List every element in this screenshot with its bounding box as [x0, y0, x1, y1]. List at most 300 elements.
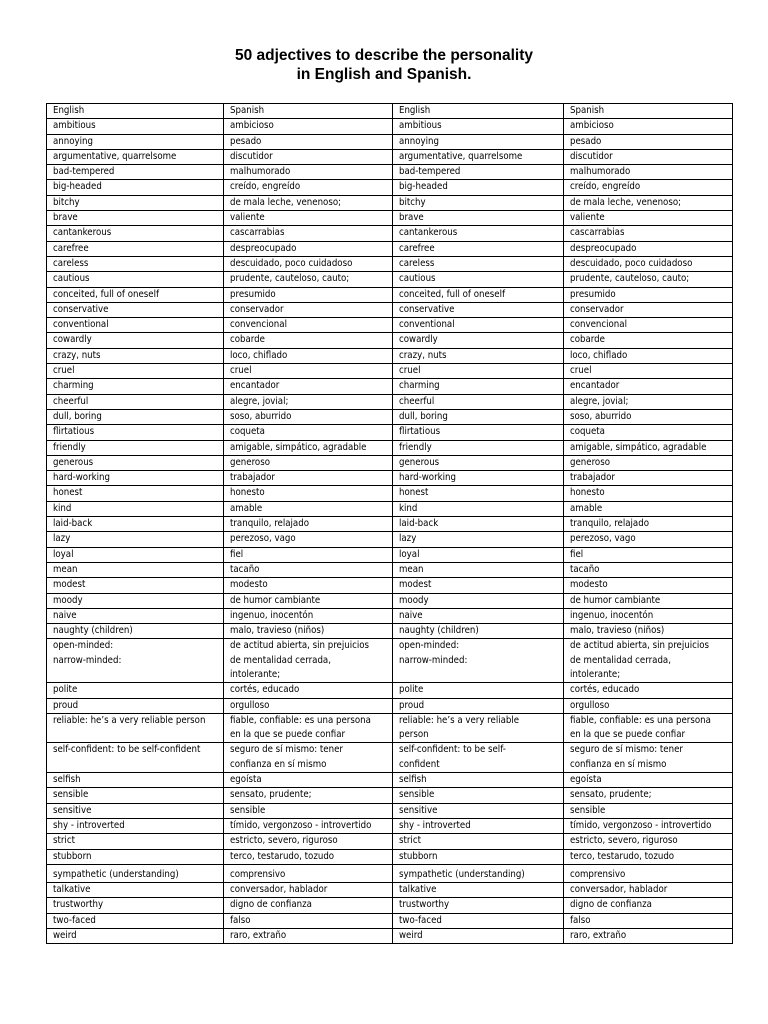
cell-text: strict	[53, 835, 75, 847]
cell-text: friendly	[53, 441, 86, 453]
table-row	[47, 318, 733, 333]
english-left-cell	[47, 333, 224, 348]
cell-text: talkative	[53, 884, 91, 896]
english-left-cell	[47, 698, 224, 713]
cell-text: cortés, educado	[570, 684, 640, 696]
cell-text: malhumorado	[230, 166, 291, 178]
spanish-left-cell	[224, 180, 393, 195]
cell-text: ambitious	[399, 120, 442, 132]
spanish-left-cell	[224, 624, 393, 639]
cell-text: creído, engreído	[570, 181, 641, 193]
table-row	[47, 287, 733, 302]
cell-text: encantador	[570, 380, 620, 392]
table-row	[47, 333, 733, 348]
cell-text: dull, boring	[53, 410, 102, 422]
english-left-cell	[47, 287, 224, 302]
spanish-left-cell	[224, 864, 393, 882]
spanish-left-cell	[224, 929, 393, 944]
cell-text: egoísta	[230, 774, 262, 786]
spanish-left-cell	[224, 883, 393, 898]
spanish-right-cell	[564, 440, 733, 455]
cell-text: proud	[399, 699, 425, 711]
table-row	[47, 134, 733, 149]
cell-text: sensitive	[399, 804, 438, 816]
spanish-right-cell	[564, 226, 733, 241]
english-left-cell	[47, 318, 224, 333]
header-english-left: English	[47, 104, 224, 119]
table-row	[47, 195, 733, 210]
english-left-cell	[47, 471, 224, 486]
cell-text: comprensivo	[570, 868, 626, 880]
cell-text: raro, extraño	[570, 930, 627, 942]
cell-text: proud	[53, 699, 79, 711]
cell-text: moody	[399, 594, 429, 606]
cell-text: cascarrabias	[230, 227, 285, 239]
cell-text: shy - introverted	[399, 819, 471, 831]
header-spanish-left: Spanish	[224, 104, 393, 119]
spanish-right-cell	[564, 743, 733, 773]
cell-text: cobarde	[230, 334, 265, 346]
cell-text: tranquilo, relajado	[570, 518, 649, 530]
spanish-left-cell	[224, 119, 393, 134]
cell-text: narrow-minded:	[399, 654, 468, 666]
spanish-right-cell	[564, 593, 733, 608]
english-right-cell	[393, 913, 564, 928]
cell-text: descuidado, poco cuidadoso	[570, 257, 693, 269]
cell-text: sensato, prudente;	[230, 789, 312, 801]
spanish-right-cell	[564, 119, 733, 134]
table-row	[47, 440, 733, 455]
cell-text: fiable, confiable: es una persona	[570, 714, 711, 726]
header-english-right: English	[393, 104, 564, 119]
cell-text: tacaño	[230, 563, 260, 575]
spanish-right-cell	[564, 803, 733, 818]
english-right-cell	[393, 287, 564, 302]
cell-text: cheerful	[399, 395, 435, 407]
english-right-cell	[393, 272, 564, 287]
english-left-cell	[47, 578, 224, 593]
cell-text: creído, engreído	[230, 181, 301, 193]
spanish-left-cell	[224, 394, 393, 409]
cell-text: trustworthy	[53, 899, 104, 911]
cell-text: cowardly	[399, 334, 438, 346]
cell-text: terco, testarudo, tozudo	[230, 850, 335, 862]
english-right-cell	[393, 683, 564, 698]
table-row	[47, 562, 733, 577]
cell-text: de actitud abierta, sin prejuicios	[570, 640, 710, 652]
cell-text: descuidado, poco cuidadoso	[230, 257, 353, 269]
english-left-cell	[47, 165, 224, 180]
cell-text: perezoso, vago	[570, 533, 636, 545]
english-right-cell	[393, 394, 564, 409]
cell-text: loco, chiflado	[230, 349, 288, 361]
spanish-left-cell	[224, 578, 393, 593]
table-row	[47, 593, 733, 608]
cell-text: amable	[570, 502, 603, 514]
cell-text: talkative	[399, 884, 437, 896]
cell-text: two-faced	[399, 914, 442, 926]
spanish-left-cell	[224, 165, 393, 180]
cell-text: hard-working	[53, 472, 110, 484]
table-row	[47, 578, 733, 593]
spanish-right-cell	[564, 517, 733, 532]
cell-text: argumentative, quarrelsome	[399, 150, 523, 162]
english-left-cell	[47, 409, 224, 424]
cell-text: despreocupado	[230, 242, 297, 254]
table-row	[47, 532, 733, 547]
english-right-cell	[393, 788, 564, 803]
cell-text: brave	[53, 212, 78, 224]
english-left-cell	[47, 898, 224, 913]
english-right-cell	[393, 773, 564, 788]
cell-text: tranquilo, relajado	[230, 518, 309, 530]
page-title	[0, 46, 768, 84]
spanish-right-cell	[564, 929, 733, 944]
table-row	[47, 211, 733, 226]
cell-text: honesto	[230, 487, 265, 499]
spanish-right-cell	[564, 898, 733, 913]
cell-text: polite	[399, 684, 424, 696]
cell-text: amigable, simpático, agradable	[570, 441, 707, 453]
cell-text: alegre, jovial;	[230, 395, 289, 407]
title-line-2: in English and Spanish.	[296, 66, 472, 83]
cell-text: orgulloso	[230, 699, 270, 711]
cell-text: intolerante;	[570, 668, 621, 680]
cell-text: valiente	[570, 212, 605, 224]
table-row	[47, 898, 733, 913]
spanish-right-cell	[564, 272, 733, 287]
cell-text: loyal	[399, 548, 420, 560]
english-right-cell	[393, 639, 564, 683]
cell-text: de mentalidad cerrada,	[570, 654, 671, 666]
english-right-cell	[393, 134, 564, 149]
cell-text: crazy, nuts	[53, 349, 101, 361]
cell-text: friendly	[399, 441, 432, 453]
table-row	[47, 683, 733, 698]
table-row	[47, 256, 733, 271]
spanish-left-cell	[224, 743, 393, 773]
cell-text: seguro de sí mismo: tener	[570, 744, 683, 756]
cell-text: big-headed	[53, 181, 102, 193]
english-left-cell	[47, 913, 224, 928]
english-left-cell	[47, 593, 224, 608]
english-left-cell	[47, 226, 224, 241]
spanish-right-cell	[564, 134, 733, 149]
spanish-left-cell	[224, 698, 393, 713]
english-right-cell	[393, 149, 564, 164]
cell-text: sympathetic (understanding)	[53, 868, 179, 880]
english-right-cell	[393, 849, 564, 864]
cell-text: coqueta	[230, 426, 265, 438]
cell-text: conservador	[230, 303, 284, 315]
spanish-right-cell	[564, 578, 733, 593]
cell-text: modest	[399, 579, 432, 591]
english-left-cell	[47, 834, 224, 849]
cell-text: kind	[53, 502, 72, 514]
cell-text: lazy	[53, 533, 71, 545]
english-right-cell	[393, 608, 564, 623]
english-left-cell	[47, 788, 224, 803]
spanish-left-cell	[224, 788, 393, 803]
spanish-left-cell	[224, 195, 393, 210]
cell-text: crazy, nuts	[399, 349, 447, 361]
cell-text: de mala leche, venenoso;	[230, 196, 342, 208]
cell-text: amable	[230, 502, 263, 514]
cell-text: perezoso, vago	[230, 533, 296, 545]
cell-text: flirtatious	[53, 426, 95, 438]
cell-text: loyal	[53, 548, 74, 560]
adjectives-table	[46, 103, 733, 944]
english-right-cell	[393, 333, 564, 348]
english-left-cell	[47, 864, 224, 882]
title-line-1: 50 adjectives to describe the personality	[234, 47, 534, 64]
english-right-cell	[393, 302, 564, 317]
cell-text: reliable: he’s a very reliable	[399, 714, 520, 726]
cell-text: cruel	[399, 365, 421, 377]
spanish-right-cell	[564, 302, 733, 317]
table-row	[47, 302, 733, 317]
spanish-left-cell	[224, 639, 393, 683]
cell-text: strict	[399, 835, 421, 847]
spanish-right-cell	[564, 547, 733, 562]
english-right-cell	[393, 501, 564, 516]
english-left-cell	[47, 639, 224, 683]
table-row	[47, 425, 733, 440]
cell-text: tímido, vergonzoso - introvertido	[230, 819, 372, 831]
cell-text: malo, travieso (niños)	[570, 625, 665, 637]
spanish-right-cell	[564, 455, 733, 470]
english-left-cell	[47, 256, 224, 271]
cell-text: laid-back	[399, 518, 439, 530]
spanish-right-cell	[564, 318, 733, 333]
english-right-cell	[393, 364, 564, 379]
cell-text: sensitive	[53, 804, 92, 816]
cell-text: seguro de sí mismo: tener	[230, 744, 343, 756]
english-right-cell	[393, 409, 564, 424]
table-row	[47, 501, 733, 516]
cell-text: conversador, hablador	[230, 884, 328, 896]
cell-text: cantankerous	[399, 227, 458, 239]
cell-text: pesado	[570, 135, 602, 147]
spanish-right-cell	[564, 364, 733, 379]
cell-text: soso, aburrido	[570, 410, 632, 422]
cell-text: soso, aburrido	[230, 410, 292, 422]
cell-text: kind	[399, 502, 418, 514]
spanish-left-cell	[224, 773, 393, 788]
english-right-cell	[393, 803, 564, 818]
spanish-right-cell	[564, 639, 733, 683]
english-right-cell	[393, 119, 564, 134]
english-right-cell	[393, 440, 564, 455]
cell-text: trabajador	[230, 472, 275, 484]
spanish-left-cell	[224, 517, 393, 532]
english-left-cell	[47, 149, 224, 164]
spanish-left-cell	[224, 834, 393, 849]
cell-text: despreocupado	[570, 242, 637, 254]
cell-text: sympathetic (understanding)	[399, 868, 525, 880]
cell-text: de mala leche, venenoso;	[570, 196, 682, 208]
cell-text: generous	[53, 456, 94, 468]
cell-text: ingenuo, inocentón	[570, 609, 654, 621]
cell-text: shy - introverted	[53, 819, 125, 831]
cell-text: cruel	[570, 365, 592, 377]
spanish-left-cell	[224, 272, 393, 287]
english-right-cell	[393, 743, 564, 773]
cell-text: mean	[53, 563, 78, 575]
english-left-cell	[47, 379, 224, 394]
spanish-left-cell	[224, 683, 393, 698]
cell-text: presumido	[570, 288, 616, 300]
cell-text: hard-working	[399, 472, 456, 484]
cell-text: convencional	[570, 319, 627, 331]
english-left-cell	[47, 818, 224, 833]
english-right-cell	[393, 486, 564, 501]
cell-text: falso	[570, 914, 591, 926]
cell-text: annoying	[399, 135, 439, 147]
spanish-right-cell	[564, 471, 733, 486]
english-left-cell	[47, 683, 224, 698]
english-right-cell	[393, 713, 564, 743]
cell-text: conversador, hablador	[570, 884, 668, 896]
english-left-cell	[47, 532, 224, 547]
table-row	[47, 409, 733, 424]
english-right-cell	[393, 471, 564, 486]
english-left-cell	[47, 455, 224, 470]
spanish-left-cell	[224, 318, 393, 333]
spanish-right-cell	[564, 913, 733, 928]
english-left-cell	[47, 929, 224, 944]
cell-text: conventional	[399, 319, 455, 331]
cell-text: person	[399, 729, 429, 741]
spanish-right-cell	[564, 333, 733, 348]
english-left-cell	[47, 547, 224, 562]
table-row	[47, 929, 733, 944]
cell-text: falso	[230, 914, 251, 926]
cell-text: malo, travieso (niños)	[230, 625, 325, 637]
cell-text: modesto	[230, 579, 268, 591]
cell-text: de mentalidad cerrada,	[230, 654, 331, 666]
english-left-cell	[47, 713, 224, 743]
cell-text: big-headed	[399, 181, 448, 193]
table-row	[47, 788, 733, 803]
cell-text: fiel	[570, 548, 584, 560]
spanish-right-cell	[564, 562, 733, 577]
table-row	[47, 713, 733, 743]
cell-text: naughty (children)	[399, 625, 479, 637]
table-row	[47, 165, 733, 180]
cell-text: terco, testarudo, tozudo	[570, 850, 675, 862]
spanish-right-cell	[564, 818, 733, 833]
english-right-cell	[393, 578, 564, 593]
english-left-cell	[47, 743, 224, 773]
spanish-right-cell	[564, 149, 733, 164]
cell-text: narrow-minded:	[53, 654, 122, 666]
cell-text: selfish	[53, 774, 81, 786]
english-right-cell	[393, 241, 564, 256]
spanish-right-cell	[564, 348, 733, 363]
spanish-left-cell	[224, 241, 393, 256]
cell-text: confianza en sí mismo	[570, 758, 667, 770]
cell-text: selfish	[399, 774, 427, 786]
cell-text: tímido, vergonzoso - introvertido	[570, 819, 712, 831]
table-row	[47, 849, 733, 864]
cell-text: prudente, cauteloso, cauto;	[230, 273, 350, 285]
table-row	[47, 883, 733, 898]
cell-text: carefree	[399, 242, 435, 254]
spanish-left-cell	[224, 364, 393, 379]
cell-text: conservative	[399, 303, 455, 315]
table-row	[47, 486, 733, 501]
spanish-right-cell	[564, 256, 733, 271]
cell-text: careless	[53, 257, 89, 269]
table-row	[47, 455, 733, 470]
cell-text: cobarde	[570, 334, 605, 346]
english-right-cell	[393, 834, 564, 849]
cell-text: cruel	[230, 365, 252, 377]
table-row	[47, 864, 733, 882]
cell-text: lazy	[399, 533, 417, 545]
cell-text: loco, chiflado	[570, 349, 628, 361]
spanish-left-cell	[224, 898, 393, 913]
spanish-left-cell	[224, 409, 393, 424]
cell-text: de humor cambiante	[230, 594, 321, 606]
spanish-right-cell	[564, 608, 733, 623]
cell-text: bitchy	[53, 196, 80, 208]
english-right-cell	[393, 318, 564, 333]
spanish-right-cell	[564, 211, 733, 226]
cell-text: orgulloso	[570, 699, 610, 711]
cell-text: conservative	[53, 303, 109, 315]
spanish-left-cell	[224, 532, 393, 547]
cell-text: cowardly	[53, 334, 92, 346]
spanish-right-cell	[564, 883, 733, 898]
english-right-cell	[393, 256, 564, 271]
english-left-cell	[47, 883, 224, 898]
english-left-cell	[47, 394, 224, 409]
english-left-cell	[47, 348, 224, 363]
cell-text: bitchy	[399, 196, 426, 208]
english-right-cell	[393, 195, 564, 210]
spanish-right-cell	[564, 287, 733, 302]
table-row	[47, 394, 733, 409]
cell-text: digno de confianza	[570, 899, 652, 911]
spanish-right-cell	[564, 713, 733, 743]
cell-text: intolerante;	[230, 668, 281, 680]
spanish-right-cell	[564, 849, 733, 864]
table-row	[47, 471, 733, 486]
english-right-cell	[393, 379, 564, 394]
spanish-left-cell	[224, 287, 393, 302]
english-left-cell	[47, 119, 224, 134]
english-left-cell	[47, 134, 224, 149]
english-right-cell	[393, 864, 564, 882]
english-right-cell	[393, 818, 564, 833]
cell-text: open-minded:	[53, 640, 114, 652]
cell-text: naive	[399, 609, 423, 621]
cell-text: amigable, simpático, agradable	[230, 441, 367, 453]
cell-text: confident	[399, 758, 440, 770]
table-row	[47, 226, 733, 241]
english-right-cell	[393, 698, 564, 713]
cell-text: ambicioso	[230, 120, 274, 132]
english-left-cell	[47, 180, 224, 195]
table-row	[47, 698, 733, 713]
cell-text: conceited, full of oneself	[399, 288, 506, 300]
cell-text: conceited, full of oneself	[53, 288, 160, 300]
spanish-left-cell	[224, 547, 393, 562]
cell-text: open-minded:	[399, 640, 460, 652]
cell-text: reliable: he’s a very reliable person	[53, 714, 206, 726]
